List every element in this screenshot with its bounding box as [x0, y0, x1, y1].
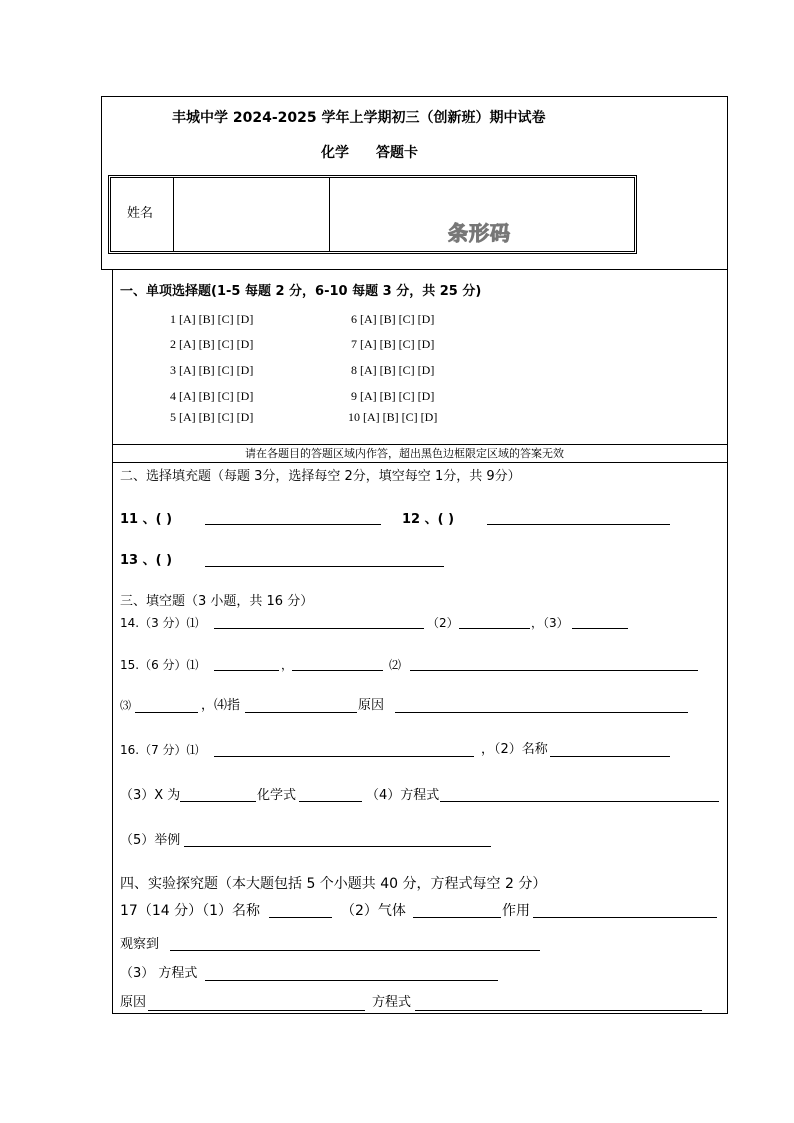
q12-answer-line[interactable]	[487, 524, 670, 525]
q14-part3-label: ，（3）	[531, 616, 569, 630]
section3-title: 三、填空题（3 小题，共 16 分）	[120, 594, 314, 609]
q17-equation-line-1[interactable]	[205, 980, 498, 981]
section2-title: 二、选择填充题（每题 3分，选择每空 2分，填空每空 1分，共 9分）	[120, 469, 521, 484]
q15-reason-line[interactable]	[395, 712, 688, 713]
q15-answer-2[interactable]	[410, 670, 698, 671]
q15-answer-4[interactable]	[245, 712, 357, 713]
q15-answer-1a[interactable]	[214, 670, 279, 671]
notice-bottom-line	[112, 462, 728, 463]
q16-answer-1[interactable]	[214, 756, 474, 757]
q14-label: 14.（3 分）⑴	[120, 616, 199, 630]
q13-answer-line[interactable]	[205, 566, 444, 567]
notice-top-line	[112, 444, 728, 445]
q17-part3-label: （3） 方程式	[120, 966, 198, 981]
card-label: 答题卡	[376, 145, 418, 161]
q16-label: 16.（7 分）⑴	[120, 743, 199, 757]
q15-answer-1b[interactable]	[292, 670, 383, 671]
q15-label: 15.（6 分）⑴	[120, 658, 199, 672]
name-table-divider-2	[329, 177, 330, 252]
q17-gas-line[interactable]	[413, 917, 501, 918]
choice-q8[interactable]: 8 [A] [B] [C] [D]	[351, 363, 435, 377]
q17-reason-label: 原因	[120, 995, 147, 1010]
q13-label: 13 、( )	[120, 553, 173, 568]
q17-use-label: 作用	[502, 903, 530, 919]
exam-title: 丰城中学 2024-2025 学年上学期初三（创新班）期中试卷	[172, 110, 546, 126]
choice-q5[interactable]: 5 [A] [B] [C] [D]	[170, 410, 254, 424]
q14-part2-label: （2）	[427, 616, 459, 630]
q14-answer-1[interactable]	[214, 628, 424, 629]
q15-part4-label: ，⑷指	[201, 698, 241, 713]
q15-part2-label: ⑵	[389, 658, 402, 672]
choice-q2[interactable]: 2 [A] [B] [C] [D]	[170, 337, 254, 351]
name-field[interactable]	[175, 178, 327, 250]
q17-use-line[interactable]	[533, 917, 717, 918]
choice-q7[interactable]: 7 [A] [B] [C] [D]	[351, 337, 435, 351]
q17-observe-line[interactable]	[170, 950, 540, 951]
q17-name-line[interactable]	[269, 917, 332, 918]
q11-answer-line[interactable]	[205, 524, 381, 525]
choice-q4[interactable]: 4 [A] [B] [C] [D]	[170, 389, 254, 403]
q16-part5-label: （5）举例	[120, 833, 181, 848]
subject-label: 化学	[321, 145, 349, 161]
q15-answer-3[interactable]	[135, 712, 198, 713]
name-label: 姓名	[127, 206, 154, 221]
choice-q9[interactable]: 9 [A] [B] [C] [D]	[351, 389, 435, 403]
q17-equation-line-2[interactable]	[415, 1010, 702, 1011]
q12-label: 12 、( )	[402, 512, 455, 527]
q16-x-line[interactable]	[180, 801, 256, 802]
q17-label: 17（14 分）（1）名称	[120, 903, 260, 919]
q17-observe-label: 观察到	[120, 937, 160, 952]
name-table-divider-1	[173, 177, 174, 252]
q16-formula-line[interactable]	[299, 801, 362, 802]
section1-title: 一、单项选择题(1-5 每题 2 分，6-10 每题 3 分，共 25 分)	[120, 284, 482, 299]
q16-name-line[interactable]	[550, 756, 670, 757]
choice-q6[interactable]: 6 [A] [B] [C] [D]	[351, 312, 435, 326]
q14-answer-3[interactable]	[572, 628, 628, 629]
section4-title: 四、实验探究题（本大题包括 5 个小题共 40 分，方程式每空 2 分）	[120, 876, 547, 892]
q16-part4-label: （4）方程式	[366, 788, 440, 803]
q11-label: 11 、( )	[120, 512, 173, 527]
q15-comma: ，	[281, 658, 294, 672]
q17-reason-line[interactable]	[148, 1010, 365, 1011]
choice-q3[interactable]: 3 [A] [B] [C] [D]	[170, 363, 254, 377]
q16-example-line[interactable]	[184, 846, 491, 847]
notice-text: 请在各题目的答题区域内作答，超出黑色边框限定区域的答案无效	[245, 447, 564, 460]
q16-part3-label: （3）X 为	[120, 788, 181, 803]
q17-gas-label: （2）气体	[341, 903, 406, 919]
choice-q10[interactable]: 10 [A] [B] [C] [D]	[348, 410, 438, 424]
q16-part2-label: ，（2）名称	[481, 742, 548, 757]
q15-part3-label: ⑶	[120, 699, 131, 712]
q14-answer-2[interactable]	[459, 628, 530, 629]
q15-reason-label: 原因	[358, 698, 385, 713]
q16-equation-line[interactable]	[440, 801, 719, 802]
q16-formula-label: 化学式	[257, 788, 297, 803]
barcode-label: 条形码	[448, 221, 511, 245]
q17-equation-label: 方程式	[372, 995, 412, 1010]
choice-q1[interactable]: 1 [A] [B] [C] [D]	[170, 312, 254, 326]
